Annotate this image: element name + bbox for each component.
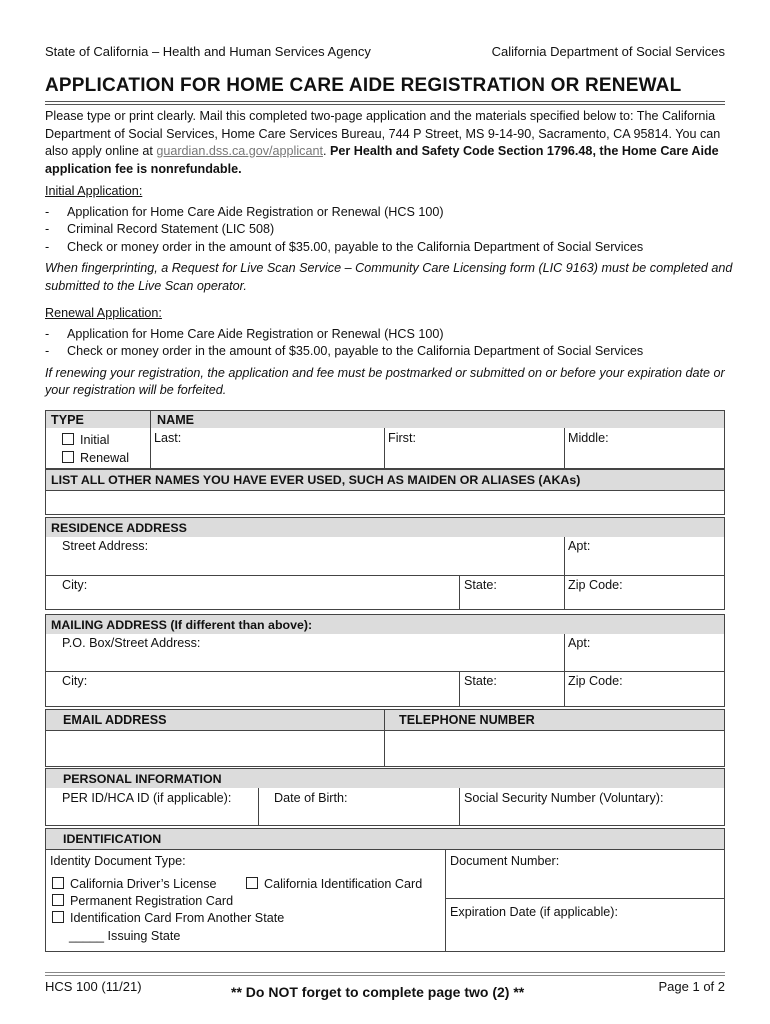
checkbox-label: Initial [80,433,110,447]
name-label: NAME [157,413,195,427]
checkbox-icon [52,877,64,889]
divider [258,788,259,826]
footer-rule [45,972,725,973]
street-address-field[interactable]: Street Address: [62,539,149,553]
checkbox-label: California Driver’s License [70,877,217,891]
checkbox-label: Renewal [80,451,130,465]
page-number: Page 1 of 2 [658,979,725,994]
list-item: - Criminal Record Statement (LIC 508) [45,222,275,236]
divider [445,898,725,899]
expiration-date-field[interactable]: Expiration Date (if applicable): [450,905,618,919]
divider [445,849,446,952]
phone-field[interactable] [386,731,724,766]
ssn-field[interactable]: Social Security Number (Voluntary): [464,791,664,805]
phone-label: TELEPHONE NUMBER [399,713,535,727]
list-item: - Application for Home Care Aide Registration or Renewal (HCS 100) [45,204,444,219]
renewal-checkbox[interactable] [62,451,129,465]
identification-header: IDENTIFICATION [46,829,724,849]
other-state-checkbox[interactable] [52,911,284,925]
first-name-field[interactable]: First: [388,431,416,445]
renewal-note: If renewing your registration, the application and fee must be postmarked or submitted on or before your expiration date or your registration will be forfeited. [45,365,725,397]
renewal-heading: Renewal Application: [45,306,162,320]
page-header [45,44,725,59]
apt-field[interactable]: Apt: [568,539,591,553]
perid-field[interactable]: PER ID/HCA ID (if applicable): [62,791,232,805]
mailing-header: MAILING ADDRESS (If different than above): [46,615,724,634]
email-field[interactable] [46,731,383,766]
initial-section [45,183,735,295]
state-field[interactable]: State: [464,578,497,592]
drivers-license-checkbox[interactable] [52,877,217,891]
mailing-apt-field[interactable]: Apt: [568,636,591,650]
document-number-field[interactable]: Document Number: [450,854,560,868]
checkbox-icon [62,451,74,463]
list-item: - Application for Home Care Aide Registration or Renewal (HCS 100) [45,326,444,341]
checkbox-label: California Identification Card [264,877,423,891]
personal-header: PERSONAL INFORMATION [46,769,724,788]
renewal-section [45,305,735,400]
divider [459,671,460,707]
divider [45,575,725,576]
checkbox-icon [52,894,64,906]
checkbox-icon [246,877,258,889]
divider [45,490,725,491]
last-name-field[interactable]: Last: [154,431,182,445]
issuing-state-field[interactable]: _____ Issuing State [69,929,181,943]
email-label: EMAIL ADDRESS [63,713,167,727]
divider [564,537,565,610]
divider [45,849,725,850]
divider [384,428,385,469]
dob-field[interactable]: Date of Birth: [274,791,348,805]
divider [45,671,725,672]
divider [459,575,460,610]
list-item: - Check or money order in the amount of $35.00, payable to the California Department of Social Services [45,239,644,254]
mailing-state-field[interactable]: State: [464,674,497,688]
agency-label: State of California – Health and Human Services Agency [45,44,371,59]
department-label: California Department of Social Services [491,44,725,59]
checkbox-icon [52,911,64,923]
title-rule-2 [45,104,725,105]
mailing-city-field[interactable]: City: [62,674,88,688]
intro-paragraph [45,108,735,178]
intro-text-2: . [322,144,330,158]
fee-notice: Per Health and Safety Code Section 1796.48, the Home Care Aide application fee is nonrefundable. [45,144,719,176]
ca-id-checkbox[interactable] [246,877,422,891]
checkbox-label: Permanent Registration Card [70,894,234,908]
checkbox-icon [62,433,74,445]
list-item: - Check or money order in the amount of $35.00, payable to the California Department of Social Services [45,344,644,358]
divider [459,788,460,826]
middle-name-field[interactable]: Middle: [568,431,609,445]
city-field[interactable]: City: [62,578,88,592]
type-label: TYPE [51,413,84,427]
divider [384,709,385,767]
applicant-link[interactable]: guardian.dss.ca.gov/applicant [156,144,323,158]
aka-header: LIST ALL OTHER NAMES YOU HAVE EVER USED, SUCH AS MAIDEN OR ALIASES (AKAs) [46,470,724,490]
footer-rule-2 [45,975,725,976]
initial-note: When fingerprinting, a Request for Live Scan Service – Community Care Licensing form (LIC 9163) must be completed and submitted to the Live Scan operator. [45,261,733,293]
mailing-zip-field[interactable]: Zip Code: [568,674,623,688]
form-number: HCS 100 (11/21) [45,979,142,994]
initial-heading: Initial Application: [45,184,143,198]
intro-text: Please type or print clearly. Mail this completed two-page application and the materials specified below to: The California Department of Social Services, Home Care Services Bureau, 744 P Street, MS 9-14-90, Sacramento, CA 95814. You can also apply online at [45,109,721,158]
divider [150,410,151,469]
page-title: APPLICATION FOR HOME CARE AIDE REGISTRATION OR RENEWAL [45,75,682,96]
zip-field[interactable]: Zip Code: [568,578,623,592]
residence-header: RESIDENCE ADDRESS [46,518,724,537]
checkbox-label: Identification Card From Another State [70,911,285,925]
permanent-card-checkbox[interactable] [52,894,233,908]
id-type-label: Identity Document Type: [50,854,186,868]
title-rule [45,101,725,102]
initial-checkbox[interactable] [62,433,109,447]
divider [564,428,565,469]
type-name-header [46,411,724,428]
pobox-field[interactable]: P.O. Box/Street Address: [62,636,201,650]
page-two-reminder: ** Do NOT forget to complete page two (2) ** [231,984,525,1000]
